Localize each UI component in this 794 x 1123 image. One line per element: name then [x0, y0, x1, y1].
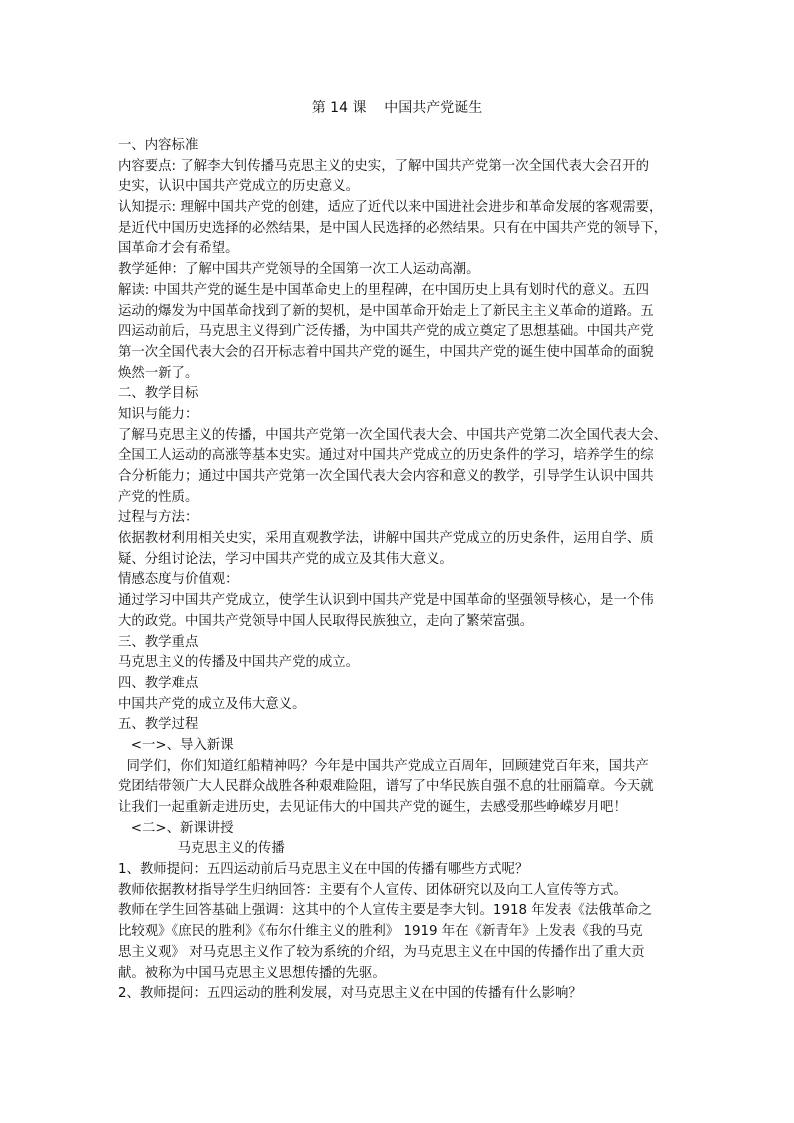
- text-line: 通过学习中国共产党成立，使学生认识到中国共产党是中国革命的坚强领导核心，是一个伟: [118, 593, 654, 609]
- text-line: 合分析能力；通过中国共产党第一次全国代表大会内容和意义的教学，引导学生认识中国共: [118, 469, 654, 484]
- text-line: 疑、分组讨论法，学习中国共产党的成立及其伟大意义。: [118, 551, 453, 567]
- text-line: 了解马克思主义的传播，中国共产党第一次全国代表大会、中国共产党第二次全国代表大会、: [118, 427, 668, 443]
- text-line: 大的政党。中国共产党领导中国人民取得民族独立，走向了繁荣富强。: [118, 613, 534, 629]
- text-line: 思主义观》 对马克思主义作了较为系统的介绍，为马克思主义在中国的传播作出了重大贡: [118, 944, 645, 960]
- section-heading: 四、教学难点: [118, 675, 199, 691]
- text-line: 四运动前后，马克思主义得到广泛传播，为中国共产党的成立奠定了思想基础。中国共产党: [118, 324, 654, 340]
- text-line: <一>、导入新课: [118, 737, 234, 753]
- text-line: 是近代中国历史选择的必然结果，是中国人民选择的必然结果。只有在中国共产党的领导下，: [118, 220, 668, 236]
- text-line: <二>、新课讲授: [118, 820, 234, 836]
- text-line: 1、教师提问：五四运动前后马克思主义在中国的传播有哪些方式呢？: [118, 862, 529, 878]
- text-line: 过程与方法：: [118, 510, 199, 526]
- text-line: 全国工人运动的高涨等基本史实。通过对中国共产党成立的历史条件的学习，培养学生的综: [118, 448, 654, 464]
- text-line: 第一次全国代表大会的召开标志着中国共产党的诞生，中国共产党的诞生使中国革命的面貌: [118, 344, 654, 360]
- text-line: 教学延伸：了解中国共产党领导的全国第一次工人运动高潮。: [118, 262, 480, 278]
- text-line: 中国共产党的成立及伟大意义。: [118, 696, 306, 712]
- text-line: 认知提示: 理解中国共产党的创建，适应了近代以来中国进社会进步和革命发展的客观需要，: [118, 200, 663, 216]
- text-line: 献。被称为中国马克思主义思想传播的先驱。: [118, 965, 386, 981]
- text-line: 史实，认识中国共产党成立的历史意义。: [118, 179, 360, 195]
- document-body: [118, 136, 678, 1005]
- page-title: 第 14 课 中国共产党诞生: [311, 100, 483, 116]
- text-line: 焕然一新了。: [118, 365, 199, 381]
- text-line: 教师依据教材指导学生归纳回答：主要有个人宣传、团体研究以及向工人宣传等方式。: [118, 882, 627, 898]
- section-heading: 二、教学目标: [118, 386, 199, 402]
- section-heading: 一、内容标准: [118, 138, 199, 153]
- text-line: 同学们，你们知道红船精神吗？今年是中国共产党成立百周年，回顾建党百年来，国共产: [118, 758, 649, 774]
- text-line: 比较观》《庶民的胜利》《布尔什维主义的胜利》 1919 年在《新青年》上发表《我的马克: [118, 924, 643, 940]
- section-heading: 三、教学重点: [118, 634, 199, 650]
- text-line: 解读: 中国共产党的诞生是中国革命史上的里程碑，在中国历史上具有划时代的意义。五四: [118, 282, 649, 298]
- text-line: 教师在学生回答基础上强调：这其中的个人宣传主要是李大钊。1918 年发表《法俄革命之: [118, 903, 652, 919]
- text-line: 2、教师提问：五四运动的胜利发展，对马克思主义在中国的传播有什么影响？: [118, 986, 582, 1002]
- text-line: 知识与能力：: [118, 406, 199, 422]
- text-line: 让我们一起重新走进历史，去见证伟大的中国共产党的诞生，去感受那些峥嵘岁月吧！: [118, 800, 627, 815]
- text-line: 依据教材利用相关史实，采用直观教学法，讲解中国共产党成立的历史条件，运用自学、质: [118, 531, 654, 547]
- text-line: 国革命才会有希望。: [118, 241, 239, 257]
- text-line: 情感态度与价值观：: [118, 572, 239, 588]
- text-line: 党团结带领广大人民群众战胜各种艰难险阻，谱写了中华民族自强不息的壮丽篇章。今天就: [118, 779, 654, 795]
- section-heading: 五、教学过程: [118, 717, 199, 733]
- text-line: 马克思主义的传播及中国共产党的成立。: [118, 655, 360, 671]
- text-line: 产党的性质。: [118, 489, 199, 505]
- text-line: 内容要点: 了解李大钊传播马克思主义的史实，了解中国共产党第一次全国代表大会召开的: [118, 158, 649, 174]
- text-line: 运动的爆发为中国革命找到了新的契机，是中国革命开始走上了新民主主义革命的道路。五: [118, 303, 654, 319]
- text-line: 马克思主义的传播: [118, 841, 285, 857]
